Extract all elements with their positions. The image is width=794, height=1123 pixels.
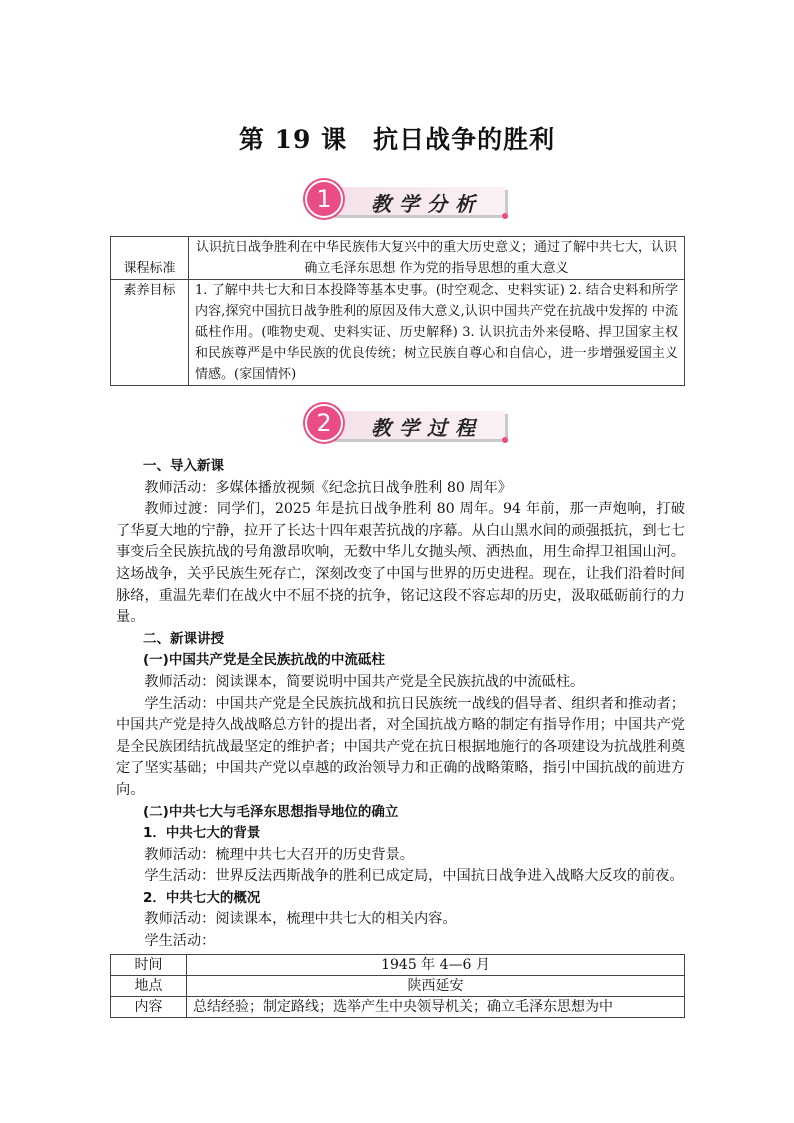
- section-banner-analysis: [305, 180, 510, 218]
- paragraph: 教师活动：梳理中共七大召开的历史背景。: [144, 846, 414, 863]
- section-number-badge: 1: [305, 180, 343, 218]
- table-row: [111, 997, 685, 1018]
- seventh-congress-table: [110, 954, 685, 1018]
- paragraph: 教师活动：阅读课本，梳理中共七大的相关内容。: [144, 911, 457, 928]
- paragraph: 学生活动：世界反法西斯战争的胜利已成定局，中国抗日战争进入战略大反攻的前夜。: [144, 868, 684, 885]
- paragraph: 教师活动：阅读课本，简要说明中国共产党是全民族抗战的中流砥柱。: [144, 673, 585, 690]
- section-heading: 教学分析: [371, 192, 483, 216]
- row-value: 总结经验；制定路线；选举产生中央领导机关；确立毛泽东思想为中: [187, 997, 685, 1018]
- table-row: [111, 237, 685, 280]
- subheading: (一)中国共产党是全民族抗战的中流砥柱: [143, 652, 385, 669]
- paragraph: 学生活动：: [144, 933, 216, 950]
- row-value: 1945 年 4—6 月: [187, 955, 685, 976]
- row-content: 认识抗日战争胜利在中华民族伟大复兴中的重大历史意义；通过了解中共七大，认识确立毛泽东思想 作为党的指导思想的重大意义: [189, 237, 685, 280]
- row-key: 时间: [111, 955, 187, 976]
- subheading: 1．中共七大的背景: [143, 825, 261, 842]
- teaching-process-body: [116, 456, 685, 953]
- table-row: [111, 976, 685, 997]
- subheading: 2．中共七大的概况: [143, 889, 261, 906]
- banner-dot: [502, 437, 508, 443]
- section-banner-process: [305, 404, 510, 442]
- row-key: 地点: [111, 976, 187, 997]
- row-header: 课程标准: [111, 237, 189, 280]
- table-row: [111, 280, 685, 386]
- row-value: 陕西延安: [187, 976, 685, 997]
- table-row: [111, 955, 685, 976]
- paragraph: 学生活动：中国共产党是全民族抗战和抗日民族统一战线的倡导者、组织者和推动者；中国共产党是持久战战略总方针的提出者，对全国抗战方略的制定有指导作用；中国共产党是全民族团结抗战最坚定的维护者；中国共产党在抗日根据地施行的各项建设为抗战胜利奠定了坚实基础；中国共产党以卓越的政治领导力和正确的战略策略，指引中国抗战的前进方向。: [116, 695, 685, 798]
- heading-new-lesson: 二、新课讲授: [143, 630, 224, 647]
- banner-dot: [502, 213, 508, 219]
- paragraph: 教师活动：多媒体播放视频《纪念抗日战争胜利 80 周年》: [144, 479, 512, 496]
- analysis-table: [110, 236, 685, 386]
- lesson-title: 第 19 课 抗日战争的胜利: [238, 125, 556, 154]
- section-number-badge: 2: [305, 404, 343, 442]
- section-heading: 教学过程: [371, 416, 483, 440]
- row-content: 1. 了解中共七大和日本投降等基本史事。(时空观念、史料实证) 2. 结合史料和所学内容,探究中国抗日战争胜利的原因及伟大意义,认识中国共产党在抗战中发挥的 中流砥柱作用。(唯物史观、史料实证、历史解释) 3. 认识抗击外来侵略、捍卫国家主权和民族尊严是中华民族的优良传统；树立民族自尊心和自信心，进一步增强爱国主义情感。(家国情怀): [189, 280, 685, 386]
- paragraph: 教师过渡：同学们，2025 年是抗日战争胜利 80 周年。94 年前，那一声炮响，打破了华夏大地的宁静，拉开了长达十四年艰苦抗战的序幕。从白山黑水间的顽强抵抗，到七七事变后全民族抗战的号角激昂吹响，无数中华儿女抛头颅、洒热血，用生命捍卫祖国山河。这场战争，关乎民族生死存亡，深刻改变了中国与世界的历史进程。现在，让我们沿着时间脉络，重温先辈们在战火中不屈不挠的抗争，铭记这段不容忘却的历史，汲取砥砺前行的力量。: [116, 501, 685, 626]
- row-header: 素养目标: [111, 280, 189, 386]
- subheading: (二)中共七大与毛泽东思想指导地位的确立: [143, 803, 399, 820]
- row-key: 内容: [111, 997, 187, 1018]
- heading-intro: 一、导入新课: [143, 458, 224, 474]
